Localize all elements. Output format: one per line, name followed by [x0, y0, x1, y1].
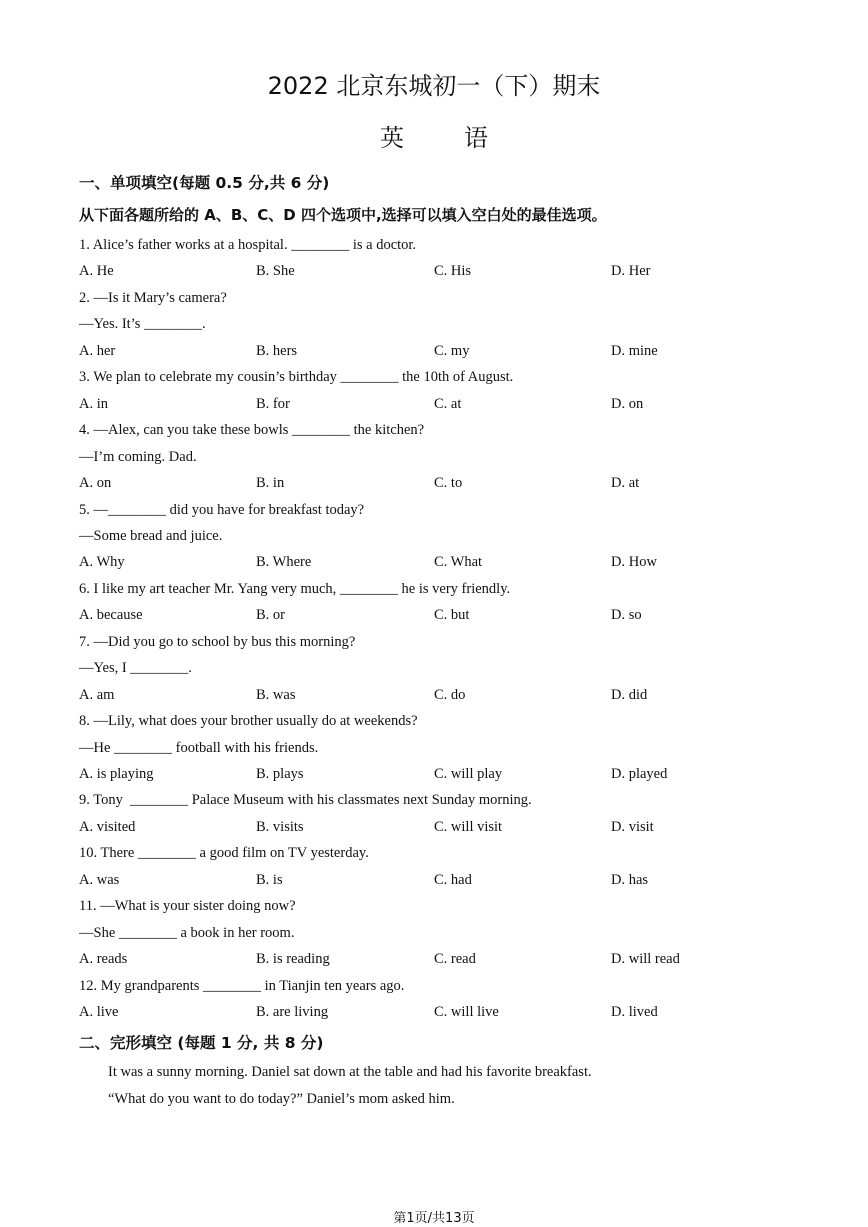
answer-option: B. in [256, 475, 285, 492]
exam-subject: 英语 [380, 124, 548, 152]
answer-option: D. at [611, 475, 640, 492]
question-response: —Yes, I ________. [79, 660, 192, 677]
answer-option: A. was [79, 871, 120, 888]
answer-option: A. visited [79, 818, 136, 835]
answer-option: C. but [434, 607, 470, 624]
question-stem: 5. —________ did you have for breakfast today? [79, 501, 365, 518]
question-stem: 6. I like my art teacher Mr. Yang very much, ________ he is very friendly. [79, 580, 511, 597]
answer-option: B. is [256, 871, 283, 888]
answer-option: B. is reading [256, 951, 330, 968]
answer-option: D. will read [611, 951, 680, 968]
answer-option: A. her [79, 342, 116, 359]
answer-option: A. am [79, 686, 115, 703]
question-response: —He ________ football with his friends. [79, 739, 319, 756]
question-stem: 4. —Alex, can you take these bowls ________ the kitchen? [79, 422, 425, 439]
answer-option: C. What [434, 554, 483, 571]
answer-option: B. plays [256, 766, 304, 782]
question-stem: 1. Alice’s father works at a hospital. ________ is a doctor. [79, 237, 417, 253]
answer-option: C. to [434, 475, 463, 492]
question-response: —Yes. It’s ________. [79, 316, 206, 333]
answer-option: D. visit [611, 818, 654, 835]
answer-option: D. on [611, 395, 644, 412]
answer-option: D. did [611, 686, 648, 703]
question-response: —Some bread and juice. [79, 527, 223, 544]
answer-option: A. because [79, 607, 143, 624]
answer-option: A. He [79, 263, 114, 280]
answer-option: B. Where [256, 554, 312, 571]
question-stem: 10. There ________ a good film on TV yesterday. [79, 845, 369, 862]
answer-option: D. so [611, 607, 642, 624]
answer-option: A. reads [79, 951, 128, 968]
answer-option: C. do [434, 686, 466, 703]
answer-option: A. on [79, 475, 112, 492]
answer-option: C. my [434, 342, 470, 359]
passage-paragraph: “What do you want to do today?” Daniel’s mom asked him. [108, 1091, 455, 1107]
passage-paragraph: It was a sunny morning. Daniel sat down at the table and had his favorite breakfast. [108, 1064, 592, 1080]
question-response: —I’m coming. Dad. [79, 448, 197, 465]
answer-option: B. or [256, 607, 285, 624]
answer-option: D. has [611, 871, 649, 888]
answer-option: B. hers [256, 342, 298, 359]
answer-option: C. will play [434, 766, 503, 782]
answer-option: C. will visit [434, 818, 503, 835]
answer-option: C. will live [434, 1004, 499, 1021]
answer-option: C. His [434, 263, 472, 280]
answer-option: B. She [256, 263, 295, 280]
answer-option: A. Why [79, 554, 125, 571]
question-stem: 7. —Did you go to school by bus this morning? [79, 633, 356, 650]
question-stem: 3. We plan to celebrate my cousin’s birthday ________ the 10th of August. [79, 369, 514, 386]
answer-option: C. had [434, 871, 472, 888]
answer-option: D. played [611, 766, 668, 782]
question-response: —She ________ a book in her room. [79, 924, 295, 941]
answer-option: A. is playing [79, 766, 154, 782]
answer-option: D. lived [611, 1004, 658, 1021]
answer-option: C. read [434, 951, 476, 968]
question-stem: 12. My grandparents ________ in Tianjin ten years ago. [79, 977, 405, 994]
answer-option: B. for [256, 395, 290, 412]
question-stem: 11. —What is your sister doing now? [79, 898, 296, 915]
answer-option: B. are living [256, 1004, 329, 1021]
answer-option: D. mine [611, 342, 658, 359]
answer-option: A. live [79, 1004, 119, 1021]
answer-option: B. was [256, 686, 296, 703]
answer-option: B. visits [256, 818, 304, 835]
section1-instruction: 从下面各题所给的 A、B、C、D 四个选项中,选择可以填入空白处的最佳选项。 [79, 206, 607, 224]
question-stem: 9. Tony ________ Palace Museum with his classmates next Sunday morning. [79, 792, 532, 809]
section1-heading: 一、单项填空(每题 0.5 分,共 6 分) [79, 174, 330, 192]
question-stem: 2. —Is it Mary’s camera? [79, 289, 227, 306]
answer-option: D. How [611, 554, 657, 571]
answer-option: A. in [79, 395, 108, 412]
page-number: 第1页/共13页 [393, 1211, 475, 1226]
question-stem: 8. —Lily, what does your brother usually do at weekends? [79, 713, 418, 730]
section2-heading: 二、完形填空 (每题 1 分, 共 8 分) [79, 1034, 324, 1052]
answer-option: D. Her [611, 263, 651, 280]
exam-title: 2022 北京东城初一（下）期末 [267, 72, 601, 100]
answer-option: C. at [434, 395, 462, 412]
